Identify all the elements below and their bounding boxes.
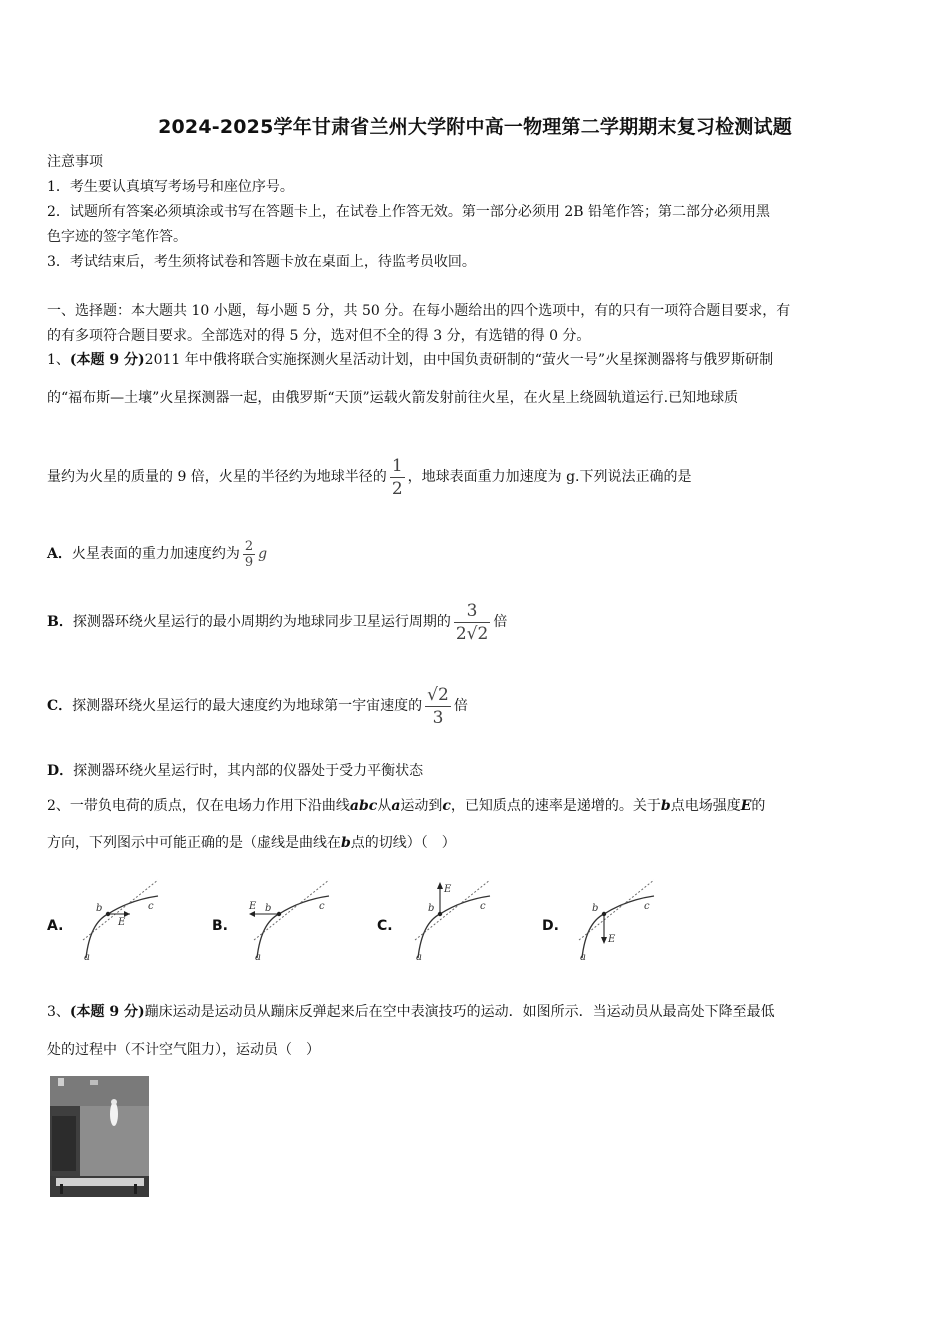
- athlete-head: [111, 1099, 117, 1105]
- variable-b: b: [341, 835, 351, 851]
- notice-item: 色字迹的签字笔作答。: [47, 229, 187, 245]
- question-text: 蹦床运动是运动员从蹦床反弹起来后在空中表演技巧的运动．如图所示．当运动员从最高处下降至最低: [144, 1004, 775, 1020]
- question-text: 点电场强度: [670, 798, 741, 814]
- variable-E: E: [740, 798, 752, 814]
- option-text: 探测器环绕火星运行时，其内部的仪器处于受力平衡状态: [73, 763, 424, 779]
- arrow-head: [437, 882, 443, 889]
- label-b: b: [96, 903, 103, 914]
- notice-item: 1．考生要认真填写考场号和座位序号。: [47, 179, 294, 195]
- option-suffix: 倍: [493, 614, 508, 630]
- question-text: 点的切线）（ ）: [350, 835, 456, 851]
- question-text: ，已知质点的速率是递增的。关于: [450, 798, 661, 814]
- question-text: 方向，下列图示中可能正确的是（虚线是曲线在: [47, 835, 341, 851]
- fraction-denominator: 2√2: [455, 623, 489, 644]
- label-b: b: [428, 903, 435, 914]
- variable-a: a: [391, 798, 401, 814]
- question-3-stem-line2: 处的过程中（不计空气阻力），运动员（ ）: [47, 1042, 320, 1058]
- trampoline-leg: [60, 1184, 63, 1194]
- q2-option-b-label[interactable]: B.: [212, 918, 228, 934]
- fraction-two-ninths: [243, 539, 255, 570]
- fraction-denominator: 3: [432, 707, 444, 728]
- field-diagram-a[interactable]: [78, 878, 168, 963]
- question-text: 运动到: [400, 798, 443, 814]
- trampoline-photo: [50, 1076, 149, 1197]
- fraction-denominator: 2: [391, 478, 403, 499]
- q2-option-d-label[interactable]: D.: [542, 918, 559, 934]
- label-b: b: [265, 903, 272, 914]
- option-text: 探测器环绕火星运行的最大速度约为地球第一宇宙速度的: [72, 698, 423, 714]
- label-b: b: [592, 903, 599, 914]
- question-score: (本题 9 分): [69, 352, 145, 368]
- option-text: 探测器环绕火星运行的最小周期约为地球同步卫星运行周期的: [72, 614, 451, 630]
- option-label: C．: [47, 698, 73, 714]
- field-diagram-b[interactable]: [243, 878, 338, 963]
- tangent-line: [579, 880, 654, 940]
- label-E: E: [444, 884, 452, 895]
- question-text: ，地球表面重力加速度为 g.下列说法正确的是: [407, 469, 692, 485]
- label-E: E: [118, 917, 126, 928]
- trampoline-bed: [56, 1178, 144, 1186]
- label-a: a: [84, 952, 90, 963]
- question-score: (本题 9 分): [69, 1004, 145, 1020]
- question-number: 2、: [47, 798, 70, 814]
- question-text: 从: [377, 798, 392, 814]
- label-E: E: [608, 934, 616, 945]
- fraction-numerator: 2: [244, 538, 254, 554]
- photo-shadow: [52, 1116, 76, 1171]
- page-title: 2024-2025学年甘肃省兰州大学附中高一物理第二学期期末复习检测试题: [158, 116, 792, 138]
- notice-item: 3．考试结束后，考生须将试卷和答题卡放在桌面上，待监考员收回。: [47, 254, 476, 270]
- option-text: 火星表面的重力加速度约为: [71, 546, 240, 562]
- arrow-head: [601, 937, 607, 944]
- question-1-stem-line2: 的“福布斯—土壤”火星探测器一起，由俄罗斯“天顶”运载火箭发射前往火星，在火星上绕圆轨道运行.已知地球质: [47, 390, 739, 406]
- trampoline-leg: [134, 1184, 137, 1194]
- option-d[interactable]: [47, 761, 905, 781]
- fraction-root-two-over-three: [425, 684, 451, 729]
- q2-option-a-label[interactable]: A.: [47, 918, 64, 934]
- question-text: 一带负电荷的质点，仅在电场力作用下沿曲线: [69, 798, 350, 814]
- label-a: a: [255, 952, 261, 963]
- label-E: E: [249, 901, 257, 912]
- label-c: c: [480, 901, 486, 912]
- label-c: c: [148, 901, 154, 912]
- fraction-three-over-two-root-two: [454, 600, 490, 645]
- question-number: 1、: [47, 352, 70, 368]
- option-label: B．: [47, 614, 73, 630]
- notice-heading: 注意事项: [47, 154, 103, 170]
- photo-ceiling: [50, 1076, 149, 1106]
- option-label: A．: [47, 546, 72, 562]
- fraction-denominator: 9: [244, 554, 254, 570]
- question-1-stem-line3: [47, 452, 905, 502]
- label-c: c: [644, 901, 650, 912]
- option-label: D．: [47, 763, 74, 779]
- fraction-one-half: [390, 455, 405, 500]
- option-b[interactable]: [47, 594, 905, 650]
- field-diagram-d[interactable]: [572, 878, 662, 963]
- question-text: 2011 年中俄将联合实施探测火星活动计划，由中国负责研制的“萤火一号”火星探测器将与俄罗斯研制: [144, 352, 774, 368]
- section-instructions: 一、选择题：本大题共 10 小题，每小题 5 分，共 50 分。在每小题给出的四个选项中，有的只有一项符合题目要求，有: [47, 303, 791, 319]
- question-3-stem: [47, 1002, 905, 1022]
- label-c: c: [319, 901, 325, 912]
- field-diagram-c[interactable]: [408, 872, 498, 964]
- ceiling-light: [58, 1078, 64, 1086]
- fraction-numerator: 1: [391, 455, 403, 476]
- q2-option-c-label[interactable]: C.: [377, 918, 393, 934]
- ceiling-light: [90, 1080, 98, 1085]
- question-text: 量约为火星的质量的 9 倍，火星的半径约为地球半径的: [47, 469, 387, 485]
- variable-c: c: [442, 798, 451, 814]
- tangent-line: [415, 880, 490, 940]
- section-instructions: 的有多项符合题目要求。全部选对的得 5 分，选对但不全的得 3 分，有选错的得 0 分。: [47, 328, 591, 344]
- variable-b: b: [660, 798, 671, 814]
- label-a: a: [416, 952, 422, 963]
- fraction-numerator: √2: [427, 684, 449, 705]
- question-2-stem-line2: [47, 833, 905, 853]
- option-suffix: 倍: [453, 698, 468, 714]
- option-a[interactable]: [47, 534, 905, 574]
- question-1-stem: [47, 350, 905, 370]
- question-2-stem: [47, 796, 905, 816]
- athlete-figure: [110, 1102, 118, 1126]
- question-number: 3、: [47, 1004, 70, 1020]
- fraction-numerator: 3: [454, 600, 490, 623]
- question-text: 的: [751, 798, 766, 814]
- option-c[interactable]: [47, 678, 905, 734]
- tangent-line: [83, 880, 158, 940]
- notice-item: 2．试题所有答案必须填涂或书写在答题卡上，在试卷上作答无效。第一部分必须用 2B 铅笔作答；第二部分必须用黑: [47, 204, 770, 220]
- label-a: a: [580, 952, 586, 963]
- variable-abc: abc: [349, 798, 378, 814]
- option-suffix: g: [258, 546, 268, 562]
